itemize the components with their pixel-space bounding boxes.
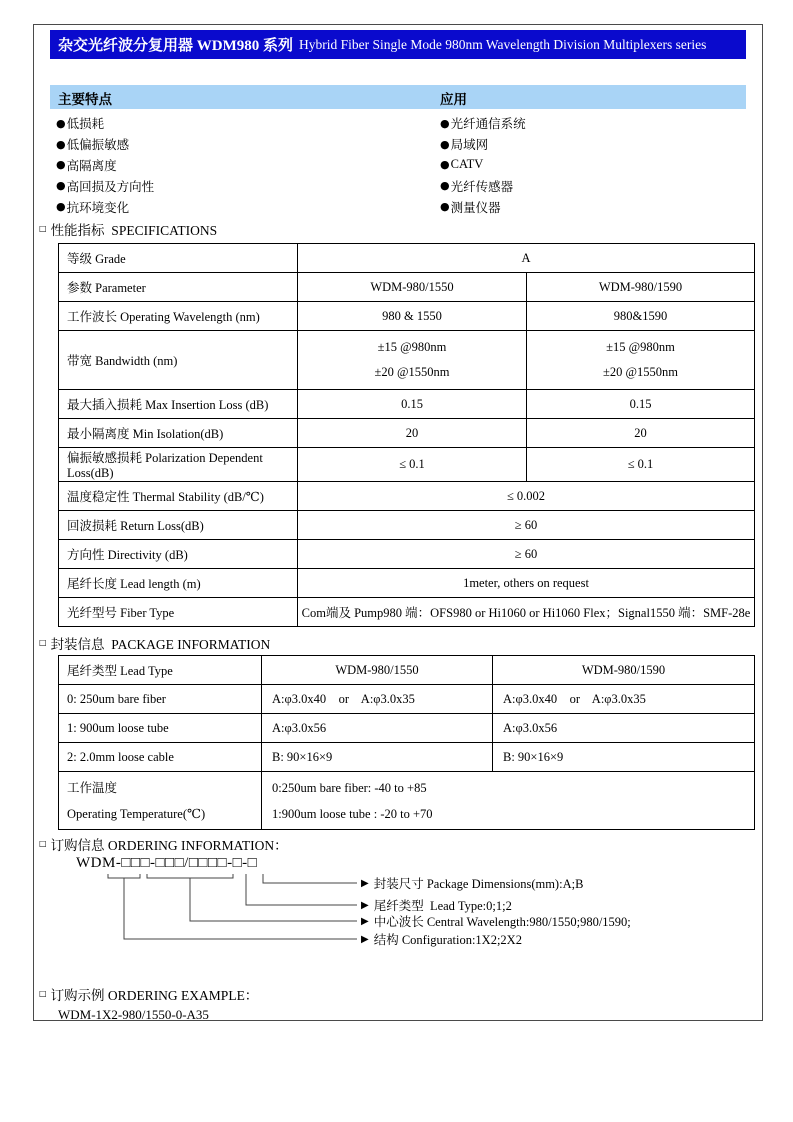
list-item xyxy=(440,113,526,134)
page-title-zh: 杂交光纤波分复用器 WDM980 系列 xyxy=(58,38,293,54)
pkg-label-cell: 尾纤类型 Lead Type xyxy=(59,656,262,685)
spec-label-cell: 尾纤长度 Lead length (m) xyxy=(59,569,298,598)
ordering-heading-text: 订购信息 ORDERING INFORMATION： xyxy=(50,838,288,853)
bullet-icon: ● xyxy=(440,137,450,151)
table-row xyxy=(59,302,755,331)
square-marker-icon: □ xyxy=(39,637,47,647)
specifications-heading xyxy=(39,219,762,239)
spec-value-cell: 980&1590 xyxy=(527,302,755,331)
package-heading-text: 封装信息 PACKAGE INFORMATION xyxy=(50,637,271,652)
table-row xyxy=(59,511,755,540)
square-marker-icon: □ xyxy=(39,988,47,998)
list-item xyxy=(440,175,526,196)
package-heading xyxy=(39,633,762,653)
bullet-icon: ● xyxy=(56,116,66,130)
operating-temp-label-zh: 工作温度 xyxy=(67,780,118,795)
application-label: 局域网 xyxy=(450,138,489,153)
bandwidth-line: ±15 @980nm xyxy=(377,340,447,354)
table-row xyxy=(59,244,755,273)
application-label: 测量仪器 xyxy=(450,200,501,215)
ordering-label-lead-type xyxy=(361,897,512,913)
pkg-label-cell xyxy=(59,772,262,830)
spec-label-cell: 最大插入损耗 Max Insertion Loss (dB) xyxy=(59,390,298,419)
feature-application-lists xyxy=(50,113,746,217)
ordering-code: WDM-□□□-□□□/□□□□-□-□ xyxy=(76,855,258,871)
features-applications-bar xyxy=(50,85,746,109)
application-label: CATV xyxy=(450,157,484,172)
pkg-label-cell: 1: 900um loose tube xyxy=(59,714,262,743)
example-heading xyxy=(39,985,762,1003)
spec-value-cell: ≤ 0.1 xyxy=(527,448,755,482)
bullet-icon: ● xyxy=(440,158,450,172)
table-row xyxy=(59,448,755,482)
spec-label-cell: 工作波长 Operating Wavelength (nm) xyxy=(59,302,298,331)
arrow-icon: ▶ xyxy=(361,877,369,889)
spec-label-cell: 方向性 Directivity (dB) xyxy=(59,540,298,569)
square-marker-icon: □ xyxy=(39,838,47,848)
table-row xyxy=(59,419,755,448)
table-row xyxy=(59,569,755,598)
ordering-example-code: WDM-1X2-980/1550-0-A35 xyxy=(58,1007,209,1021)
pkg-label-cell: 2: 2.0mm loose cable xyxy=(59,743,262,772)
spec-value-cell: ≥ 60 xyxy=(298,540,755,569)
spec-value-cell: 1meter, others on request xyxy=(298,569,755,598)
list-item xyxy=(56,155,154,176)
operating-temp-line: 1:900um loose tube : -20 to +70 xyxy=(272,806,433,821)
feature-label: 低偏振敏感 xyxy=(66,138,130,153)
ordering-label-configuration xyxy=(361,931,522,947)
bullet-icon: ● xyxy=(440,179,450,193)
table-row xyxy=(59,598,755,627)
table-row xyxy=(59,656,755,685)
bullet-icon: ● xyxy=(56,179,66,193)
package-table xyxy=(58,655,755,830)
table-row xyxy=(59,685,755,714)
feature-label: 高隔离度 xyxy=(66,158,117,173)
list-item xyxy=(440,134,526,155)
bandwidth-line: ±15 @980nm xyxy=(606,340,675,354)
ordering-label-text: 中心波长 Central Wavelength:980/1550;980/1590; xyxy=(373,915,631,929)
pkg-value-cell: A:φ3.0x40 or A:φ3.0x35 xyxy=(262,685,493,714)
arrow-icon: ▶ xyxy=(361,915,369,927)
spec-value-cell: ≤ 0.002 xyxy=(298,482,755,511)
table-row xyxy=(59,273,755,302)
table-row xyxy=(59,482,755,511)
title-bar xyxy=(50,30,746,59)
page-frame xyxy=(33,24,763,1021)
spec-value-cell: ≤ 0.1 xyxy=(298,448,527,482)
features-header: 主要特点 xyxy=(58,92,112,107)
spec-label-cell: 最小隔离度 Min Isolation(dB) xyxy=(59,419,298,448)
ordering-label-text: 结构 Configuration:1X2;2X2 xyxy=(373,933,522,947)
bullet-icon: ● xyxy=(56,200,66,214)
table-row xyxy=(59,390,755,419)
ordering-code-diagram xyxy=(41,855,757,955)
bullet-icon: ● xyxy=(56,158,66,172)
table-row xyxy=(59,772,755,830)
spec-value-cell xyxy=(298,331,527,390)
spec-col1-header: WDM-980/1550 xyxy=(298,273,527,302)
ordering-label-central-wavelength xyxy=(361,913,631,929)
spec-label-cell: 参数 Parameter xyxy=(59,273,298,302)
spec-label-cell: 光纤型号 Fiber Type xyxy=(59,598,298,627)
list-item xyxy=(56,134,154,155)
pkg-value-cell: A:φ3.0x56 xyxy=(262,714,493,743)
page-title-en: Hybrid Fiber Single Mode 980nm Wavelength Division Multiplexers series xyxy=(299,36,707,52)
bullet-icon: ● xyxy=(56,137,66,151)
spec-value-cell: Com端及 Pump980 端：OFS980 or Hi1060 or Hi1060 Flex；Signal1550 端：SMF-28e xyxy=(298,598,755,627)
spec-label-cell: 回波损耗 Return Loss(dB) xyxy=(59,511,298,540)
spec-value-cell: ≥ 60 xyxy=(298,511,755,540)
pkg-col1-header: WDM-980/1550 xyxy=(262,656,493,685)
list-item xyxy=(440,155,526,176)
list-item xyxy=(440,196,526,217)
table-row xyxy=(59,540,755,569)
specifications-table xyxy=(58,243,755,627)
ordering-label-text: 尾纤类型 Lead Type:0;1;2 xyxy=(373,899,512,913)
ordering-heading xyxy=(39,835,762,853)
square-marker-icon: □ xyxy=(39,223,47,233)
operating-temp-line: 0:250um bare fiber: -40 to +85 xyxy=(272,780,427,795)
specifications-heading-text: 性能指标 SPECIFICATIONS xyxy=(50,223,218,238)
feature-list xyxy=(56,113,154,217)
pkg-label-cell: 0: 250um bare fiber xyxy=(59,685,262,714)
ordering-label-text: 封装尺寸 Package Dimensions(mm):A;B xyxy=(373,877,584,891)
table-row xyxy=(59,714,755,743)
pkg-value-cell: B: 90×16×9 xyxy=(493,743,755,772)
feature-label: 低损耗 xyxy=(66,117,105,132)
list-item xyxy=(56,175,154,196)
table-row xyxy=(59,331,755,390)
applications-header: 应用 xyxy=(440,92,467,107)
spec-value-cell: 0.15 xyxy=(527,390,755,419)
bullet-icon: ● xyxy=(440,200,450,214)
operating-temp-label-en: Operating Temperature(℃) xyxy=(67,806,206,821)
pkg-value-cell: A:φ3.0x56 xyxy=(493,714,755,743)
pkg-value-cell: A:φ3.0x40 or A:φ3.0x35 xyxy=(493,685,755,714)
spec-col2-header: WDM-980/1590 xyxy=(527,273,755,302)
spec-label-cell: 温度稳定性 Thermal Stability (dB/℃) xyxy=(59,482,298,511)
spec-value-cell: 20 xyxy=(527,419,755,448)
spec-label-cell: 等级 Grade xyxy=(59,244,298,273)
spec-value-cell: 0.15 xyxy=(298,390,527,419)
bandwidth-line: ±20 @1550nm xyxy=(374,365,450,379)
application-label: 光纤传感器 xyxy=(450,179,514,194)
example-heading-text: 订购示例 ORDERING EXAMPLE： xyxy=(50,988,259,1003)
bullet-icon: ● xyxy=(440,116,450,130)
spec-value-cell: 20 xyxy=(298,419,527,448)
application-list xyxy=(440,113,526,217)
table-row xyxy=(59,743,755,772)
pkg-col2-header: WDM-980/1590 xyxy=(493,656,755,685)
list-item xyxy=(56,113,154,134)
bandwidth-line: ±20 @1550nm xyxy=(603,365,678,379)
feature-label: 抗环境变化 xyxy=(66,200,130,215)
spec-value-cell xyxy=(527,331,755,390)
pkg-value-cell: B: 90×16×9 xyxy=(262,743,493,772)
arrow-icon: ▶ xyxy=(361,899,369,911)
ordering-label-package-dimensions xyxy=(361,875,583,891)
list-item xyxy=(56,196,154,217)
spec-value-cell: 980 & 1550 xyxy=(298,302,527,331)
application-label: 光纤通信系统 xyxy=(450,117,526,132)
pkg-value-cell xyxy=(262,772,755,830)
spec-value-cell: A xyxy=(298,244,755,273)
arrow-icon: ▶ xyxy=(361,933,369,945)
feature-label: 高回损及方向性 xyxy=(66,179,155,194)
spec-label-cell: 偏振敏感损耗 Polarization Dependent Loss(dB) xyxy=(59,448,298,482)
spec-label-cell: 带宽 Bandwidth (nm) xyxy=(59,331,298,390)
